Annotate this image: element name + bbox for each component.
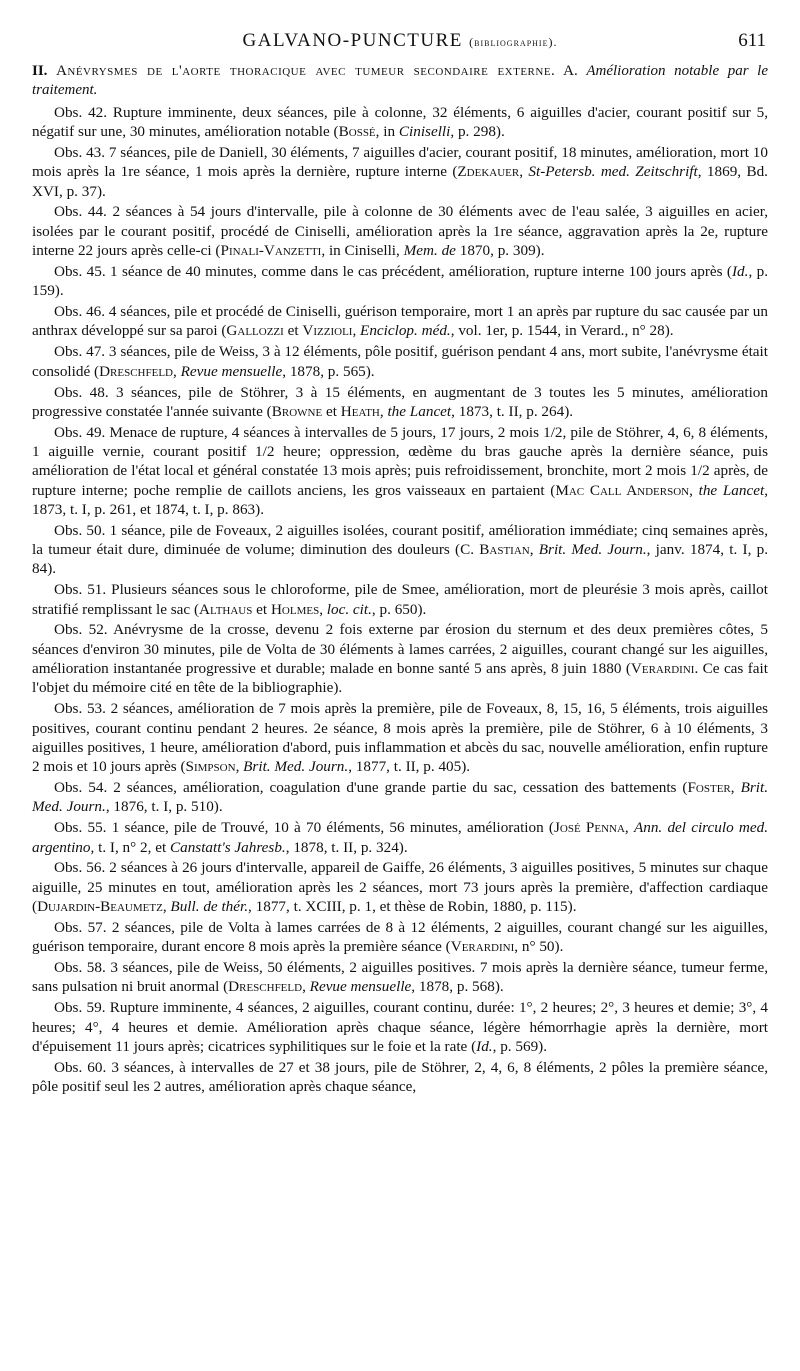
observation-text: , 1876, t. I, p. 510). xyxy=(105,798,223,816)
citation-title: St-Petersb. med. Zeitschrift xyxy=(528,163,698,181)
observation-text: , vol. 1er, p. 1544, in Verard., n° 28). xyxy=(450,322,674,340)
observation-text: , xyxy=(624,819,634,837)
observation-text: , 1873, t. II, p. 264). xyxy=(451,402,574,420)
observation-label: Obs. 57. xyxy=(54,918,107,936)
observation-text: et xyxy=(322,402,341,420)
observation-text: Menace de rupture, 4 séances à intervalles de 5 jours, 17 jours, 2 mois 1/2, pile de Stöhrer, 4, 6, 8 éléments, 1 aiguille vernie, courant positif 1/2 heure; oppression, œdème du bras gauche après la dernière séance, puis amélioration de l'état local et général constatée 13 mois après; puis refroidissement, bronchite, mort 2 mois 1/2 après, de rupture interne; poche remplie de caillots anciens, les gros vaisseaux en partaient ( xyxy=(32,423,768,499)
observation-text: et xyxy=(252,600,271,618)
observation-text: , xyxy=(529,541,539,559)
citation-title: Revue mensuelle xyxy=(309,978,412,996)
section-title: Anévrysmes de l'aorte thoracique avec tumeur secondaire externe. xyxy=(56,63,556,79)
author-name: Bossé xyxy=(338,123,376,141)
observation-label: Obs. 59. xyxy=(54,999,106,1017)
observation-paragraph xyxy=(32,958,768,997)
observation-text: 2 séances, amélioration, coagulation d'une grande partie du sac, cessation des battements ( xyxy=(107,779,688,797)
observation-text: 2 séances à 54 jours d'intervalle, pile à colonne de 30 éléments avec de l'eau salée, 3 aiguilles en acier, isolées par le courant positif, procédé de Ciniselli, amélioration après la 1re séance, aggravation après la 2e, rupture interne 22 jours après celle-ci ( xyxy=(32,203,768,260)
observation-paragraph xyxy=(32,580,768,619)
observation-text: , xyxy=(235,758,244,776)
observation-label: Obs. 58. xyxy=(54,959,106,977)
author-name: Browne xyxy=(271,402,323,420)
citation-title: Ciniselli xyxy=(398,123,451,141)
observation-text: , 1873, t. I, p. 261, et 1874, t. I, p. 863). xyxy=(32,481,768,518)
author-name: Dreschfeld xyxy=(228,978,303,996)
observation-label: Obs. 54. xyxy=(54,779,108,797)
author-name: Verardini xyxy=(450,938,515,956)
observation-text: , xyxy=(302,978,310,996)
observation-text: , xyxy=(519,163,529,181)
observation-text: 1 séance, pile de Trouvé, 10 à 70 éléments, 56 minutes, amélioration ( xyxy=(106,819,554,837)
observation-paragraph xyxy=(32,103,768,142)
author-name: Simpson xyxy=(185,758,236,776)
observation-text: , 1877, t. XCIII, p. 1, et thèse de Robin, 1880, p. 115). xyxy=(248,898,577,915)
observation-text: , p. 650). xyxy=(371,600,427,618)
author-name: Verardini xyxy=(630,660,695,678)
observation-label: Obs. 42. xyxy=(54,103,108,121)
observation-text: et xyxy=(283,322,303,340)
observation-label: Obs. 46. xyxy=(54,303,106,321)
observation-paragraph xyxy=(32,620,768,697)
author-name: José Penna xyxy=(554,819,625,837)
author-name: Vizzioli xyxy=(302,322,353,340)
citation-title: Ann. del circulo med. argentino xyxy=(32,819,768,856)
observation-text: 3 séances, à intervalles de 27 et 38 jours, pile de Stöhrer, 2, 4, 6, 8 éléments, 2 pôles la première séance, pôle positif seul les 2 autres, amélioration après chaque séance, xyxy=(32,1058,768,1096)
running-title xyxy=(32,30,768,52)
observation-list xyxy=(32,103,768,1097)
observation-text: 3 séances, pile de Weiss, 3 à 12 éléments, pôle positif, guérison pendant 4 ans, mort subite, l'anévrysme était consolidé ( xyxy=(32,343,768,380)
author-name: Zdekauer xyxy=(457,163,520,181)
observation-text: 1870, p. 309). xyxy=(455,242,545,260)
author-name: Bastian xyxy=(479,541,530,559)
citation-title: Brit. Med. Journ. xyxy=(32,779,768,816)
observation-text: . Ce cas fait l'objet du mémoire cité en tête de la bibliographie). xyxy=(32,660,768,697)
observation-text: , xyxy=(352,322,361,340)
observation-text: , 1869, Bd. XVI, p. 37). xyxy=(32,163,768,200)
observation-text: Anévrysme de la crosse, devenu 2 fois externe par érosion du sternum et des deux premières côtes, 5 séances d'environ 30 minutes, pile de Volta de 30 éléments à lames carrées, 2 aiguilles, courant changé sur les aiguilles, amélioration instantanée progressive et durable; malade en bonne santé 5 ans après, 8 juin 1880 ( xyxy=(32,621,768,678)
observation-label: Obs. 50. xyxy=(54,521,106,539)
observation-text: , xyxy=(689,481,699,499)
author-name: Dreschfeld xyxy=(99,362,173,380)
observation-text: , xyxy=(379,402,388,420)
observation-text: 2 séances, amélioration de 7 mois après la première, pile de Foveaux, 8, 15, 16, 5 éléments, trois aiguilles positives, courant continu pendant 2 heures. 2e séance, 8 mois après la première, pile de Stöhrer, 6 à 10 éléments, 3 aiguilles positives, 1 heure, amélioration d'abord, puis inflammation et abcès du sac, nouvelle amélioration, enfin rupture 2 mois et 10 jours après ( xyxy=(32,700,768,776)
observation-text: 3 séances, pile de Weiss, 50 éléments, 2 aiguilles positives. 7 mois après la dernière séance, tumeur ferme, sans pulsation ni bruit anormal ( xyxy=(32,959,768,996)
observation-text: , p. 569). xyxy=(492,1037,548,1055)
observation-paragraph xyxy=(32,302,768,341)
observation-label: Obs. 56. xyxy=(54,859,106,877)
citation-title: Brit. Med. Journ. xyxy=(243,758,349,776)
observation-text: 7 séances, pile de Daniell, 30 éléments, 7 aiguilles d'acier, courant positif, 18 minutes, amélioration, mort 10 mois après la 1re séance, 1 mois après la dernière, rupture interne ( xyxy=(32,144,768,181)
observation-label: Obs. 53. xyxy=(54,700,106,718)
observation-text: , 1877, t. II, p. 405). xyxy=(348,758,471,776)
observation-paragraph xyxy=(32,383,768,422)
observation-paragraph xyxy=(32,858,768,916)
citation-title: the Lancet xyxy=(387,402,452,420)
observation-text: Plusieurs séances sous le chloroforme, pile de Smee, amélioration, mort de pleurésie 3 mois après, caillot stratifié remplissant le sac ( xyxy=(32,581,768,618)
section-numeral: II. xyxy=(32,63,48,79)
citation-title: Canstatt's Jahresb. xyxy=(169,838,286,856)
citation-title: Revue mensuelle xyxy=(180,362,283,380)
observation-text: 2 séances à 26 jours d'intervalle, appareil de Gaiffe, 26 éléments, 3 aiguilles positives, 5 minutes sur chaque aiguille, 25 minutes en tout, amélioration après les 2 séances, mort 73 jours après la première, d'affection cardiaque ( xyxy=(32,859,768,915)
observation-paragraph xyxy=(32,699,768,776)
section-subtitle: Amélioration notable par le traitement. xyxy=(32,63,768,99)
observation-text: , in Ciniselli, xyxy=(321,242,404,260)
observation-label: Obs. 47. xyxy=(54,343,106,361)
observation-text: , n° 50). xyxy=(514,938,564,956)
observation-paragraph xyxy=(32,778,768,817)
citation-title: Id. xyxy=(732,262,749,280)
observation-paragraph xyxy=(32,1058,768,1097)
author-name: Gallozzi xyxy=(226,322,284,340)
author-name: Dujardin-Beaumetz xyxy=(37,898,163,915)
section-letter: A. xyxy=(563,63,578,79)
running-header xyxy=(32,30,768,56)
author-name: Mac Call Anderson xyxy=(555,481,690,499)
observation-text: , p. 159). xyxy=(32,262,769,300)
observation-text: Rupture imminente, deux séances, pile à colonne, 32 éléments, 6 aiguilles d'acier, courant positif sur 5, négatif sur une, 30 minutes, amélioration notable ( xyxy=(32,103,768,141)
header-subtitle: (bibliographie). xyxy=(469,35,558,49)
observation-label: Obs. 49. xyxy=(54,423,106,441)
observation-label: Obs. 52. xyxy=(54,621,108,639)
observation-text: 3 séances, pile de Stöhrer, 3 à 15 éléments, en augmentant de 3 toutes les 5 minutes, amélioration progressive constatée l'année suivante ( xyxy=(32,383,768,420)
observation-label: Obs. 60. xyxy=(54,1058,107,1076)
observation-paragraph xyxy=(32,262,768,301)
observation-label: Obs. 55. xyxy=(54,819,107,837)
observation-paragraph xyxy=(32,818,768,857)
observation-text: 1 séance de 40 minutes, comme dans le cas précédent, amélioration, rupture interne 100 jours après ( xyxy=(105,262,732,280)
observation-label: Obs. 48. xyxy=(54,383,109,401)
observation-paragraph xyxy=(32,998,768,1056)
observation-text: , in xyxy=(375,123,399,141)
citation-title: Bull. de thér. xyxy=(170,898,249,915)
observation-text: 4 séances, pile et procédé de Ciniselli, guérison temporaire, mort 1 an après par rupture du sac causée par un anthrax développé sur sa paroi ( xyxy=(32,303,768,340)
observation-text: , xyxy=(173,362,181,380)
observation-text: 2 séances, pile de Volta à lames carrées de 8 à 12 éléments, 2 aiguilles, courant changé sur les aiguilles, guérison temporaire, durant encore 8 mois après la première séance ( xyxy=(32,918,768,956)
observation-paragraph xyxy=(32,143,768,201)
observation-label: Obs. 51. xyxy=(54,581,107,599)
observation-text: , xyxy=(162,898,171,915)
author-name: Foster xyxy=(687,779,731,797)
observation-text: , 1878, t. II, p. 324). xyxy=(285,838,408,856)
citation-title: Mem. de xyxy=(403,242,456,260)
observation-text: , t. I, n° 2, et xyxy=(90,838,170,856)
observation-paragraph xyxy=(32,342,768,381)
observation-paragraph xyxy=(32,918,768,957)
observation-text: 1 séance, pile de Foveaux, 2 aiguilles isolées, courant positif, amélioration immédiate; cinq semaines après, la tumeur était dure, diminuée de volume; diminution des douleurs (C. xyxy=(32,521,768,559)
observation-text: , xyxy=(730,779,741,797)
observation-text: Rupture imminente, 4 séances, 2 aiguilles, courant continu, durée: 1°, 2 heures; 2°, 3 heures et demie; 3°, 4 heures; 4°, 4 heures et demie. Amélioration après chaque séance, légère hémorrhagie après la dernière, mort d'épuisement 11 jours après; cicatrices syphilitiques sur le foie et la rate ( xyxy=(32,999,769,1055)
observation-text: , 1878, p. 568). xyxy=(411,978,504,996)
observation-label: Obs. 45. xyxy=(54,262,106,280)
observation-label: Obs. 44. xyxy=(54,203,107,221)
author-name: Althaus xyxy=(199,600,253,618)
observation-paragraph xyxy=(32,202,768,260)
author-name: Heath xyxy=(340,402,380,420)
observation-text: , p. 298). xyxy=(450,123,505,141)
observation-text: , xyxy=(319,600,327,618)
page-number: 611 xyxy=(738,30,766,51)
citation-title: loc. cit. xyxy=(326,600,372,618)
document-page xyxy=(32,30,768,1098)
citation-title: Enciclop. méd. xyxy=(360,322,451,340)
observation-paragraph xyxy=(32,423,768,519)
citation-title: Id. xyxy=(476,1037,493,1055)
observation-paragraph xyxy=(32,521,768,579)
header-title: GALVANO-PUNCTURE xyxy=(242,30,463,51)
observation-label: Obs. 43. xyxy=(54,144,106,161)
observation-text: , janv. 1874, t. I, p. 84). xyxy=(32,541,768,578)
citation-title: the Lancet xyxy=(698,481,765,499)
citation-title: Brit. Med. Journ. xyxy=(538,541,647,559)
author-name: Holmes xyxy=(270,600,320,618)
observation-text: , 1878, p. 565). xyxy=(282,362,375,380)
section-heading xyxy=(32,62,768,101)
author-name: Pinali-Vanzetti xyxy=(220,242,322,260)
